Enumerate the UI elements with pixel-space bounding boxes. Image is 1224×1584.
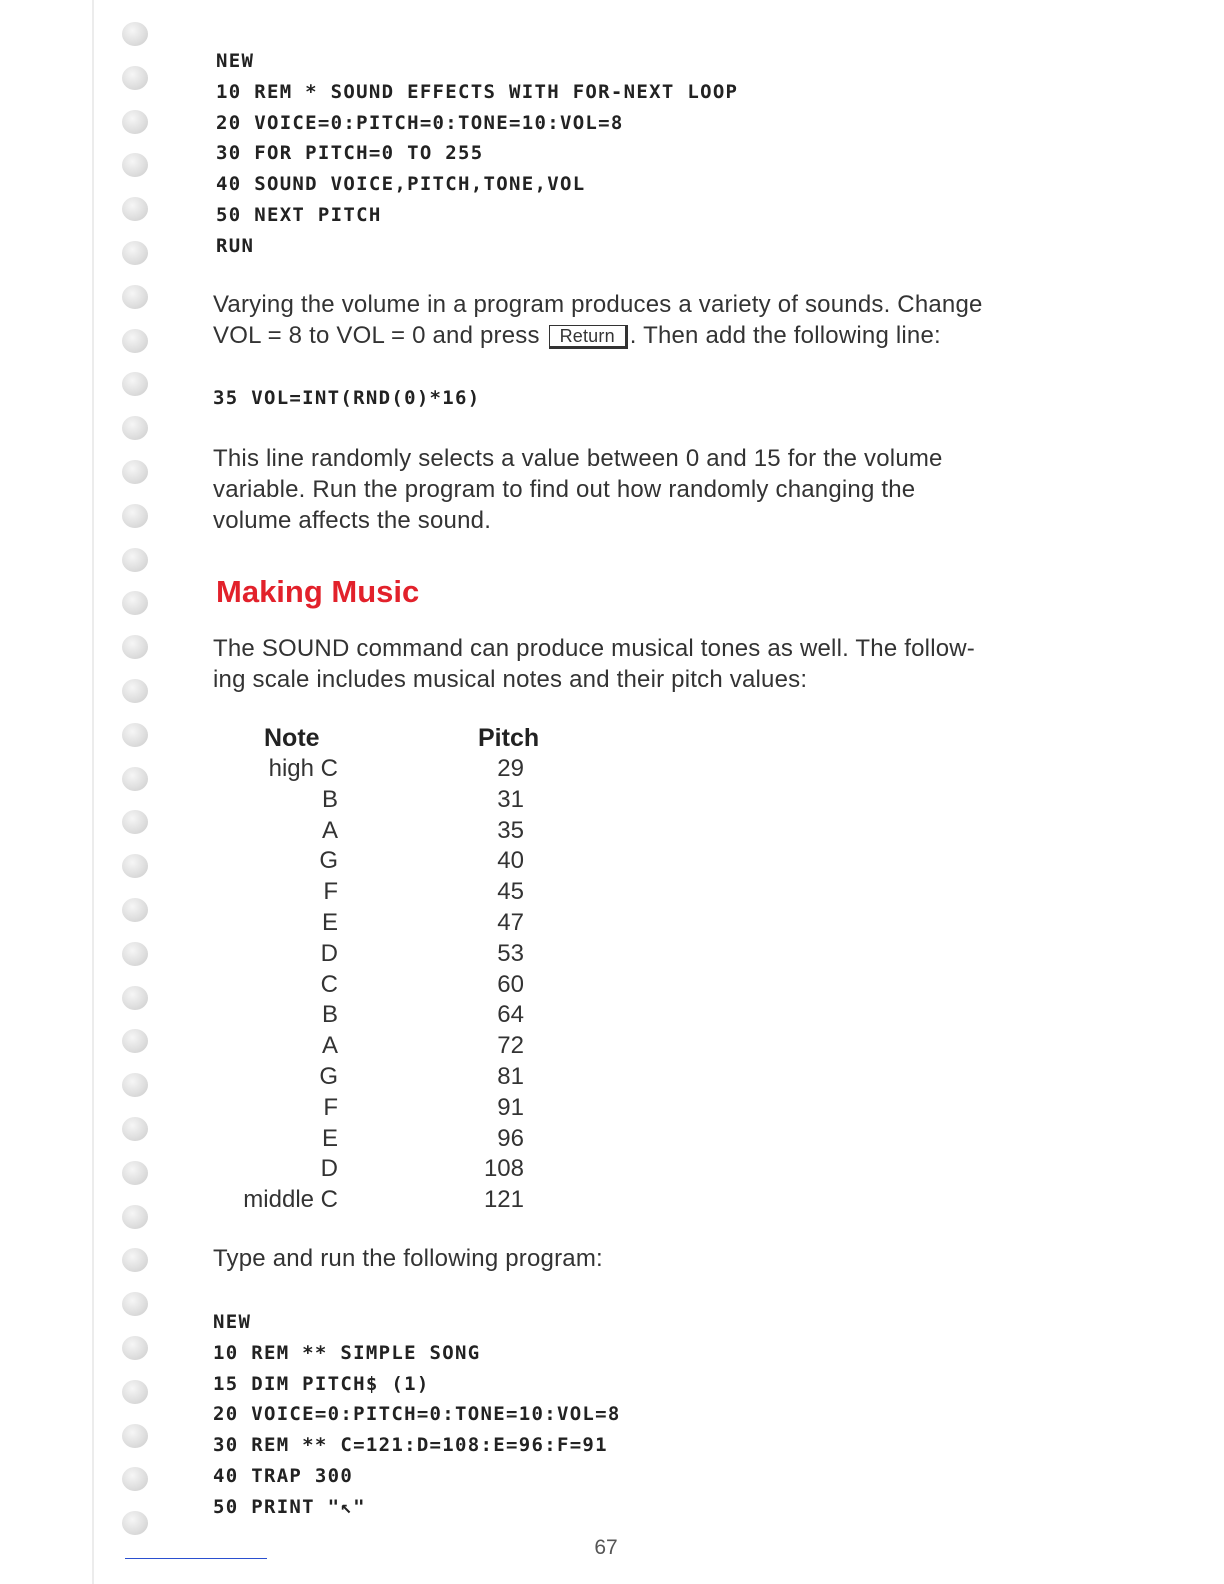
binder-hole	[122, 1029, 148, 1053]
binder-hole	[122, 460, 148, 484]
table-cell-note: E	[321, 1124, 338, 1152]
binder-hole	[122, 548, 148, 572]
binder-hole	[122, 591, 148, 615]
paragraph-line: ing scale includes musical notes and their pitch values:	[213, 666, 808, 693]
binder-hole	[122, 723, 148, 747]
paragraph-random	[213, 443, 943, 536]
table-cell-note: high C	[268, 755, 338, 782]
binder-hole	[122, 1248, 148, 1272]
table-header-note: Note	[264, 724, 320, 752]
code-line: 30 REM ** C=121:D=108:E=96:F=91	[213, 1434, 608, 1457]
table-cell-pitch: 64	[497, 1001, 524, 1029]
code-line: 50 PRINT "↖"	[213, 1495, 366, 1518]
pitch-column	[460, 754, 524, 1216]
table-cell-pitch: 29	[497, 755, 524, 782]
code-line: 30 FOR PITCH=0 TO 255	[216, 142, 484, 165]
binder-hole	[122, 810, 148, 834]
table-cell-note: B	[321, 1001, 338, 1029]
program-1-listing	[216, 46, 738, 262]
paragraph-line: This line randomly selects a value between 0 and 15 for the volume	[213, 445, 943, 472]
text-run: . Then add the following line:	[629, 322, 941, 349]
paragraph-line: variable. Run the program to find out how randomly changing the	[213, 476, 916, 503]
page-number: 67	[594, 1536, 618, 1559]
paragraph-line: The SOUND command can produce musical tones as well. The follow-	[213, 635, 976, 662]
text-run: VOL = 8 to VOL = 0 and press	[213, 322, 540, 349]
binder-hole	[122, 1424, 148, 1448]
binder-holes	[116, 0, 166, 1584]
table-cell-note: C	[320, 970, 338, 998]
binder-hole	[122, 1292, 148, 1316]
code-line-35	[213, 383, 481, 414]
binder-hole	[122, 329, 148, 353]
footer-rule	[125, 1558, 267, 1559]
binder-hole	[122, 635, 148, 659]
table-cell-pitch: 47	[497, 908, 524, 936]
binder-hole	[122, 372, 148, 396]
binder-hole	[122, 241, 148, 265]
table-cell-note: A	[321, 1032, 338, 1060]
table-cell-note: A	[321, 816, 338, 844]
section-heading: Making Music	[216, 574, 420, 609]
paragraph-type-run: Type and run the following program:	[213, 1245, 603, 1272]
paragraph-scale	[213, 633, 975, 695]
table-cell-pitch: 121	[483, 1186, 524, 1214]
table-cell-pitch: 45	[497, 878, 524, 906]
binder-hole	[122, 767, 148, 791]
binder-hole	[122, 1380, 148, 1404]
binder-hole	[122, 854, 148, 878]
paragraph-line: volume affects the sound.	[213, 507, 492, 534]
binder-hole	[122, 898, 148, 922]
table-cell-note: D	[320, 1155, 338, 1183]
table-cell-note: G	[319, 1062, 338, 1090]
return-key-icon: Return	[549, 325, 628, 349]
binder-hole	[122, 679, 148, 703]
binder-hole	[122, 942, 148, 966]
table-cell-note: G	[319, 847, 338, 875]
binder-hole	[122, 66, 148, 90]
binder-hole	[122, 986, 148, 1010]
binder-hole	[122, 1205, 148, 1229]
binder-hole	[122, 1336, 148, 1360]
table-header-pitch: Pitch	[478, 724, 540, 752]
code-line: 20 VOICE=0:PITCH=0:TONE=10:VOL=8	[216, 111, 624, 134]
table-cell-note: B	[321, 785, 338, 813]
code-line: 40 TRAP 300	[213, 1464, 354, 1487]
code-line: 15 DIM PITCH$ (1)	[213, 1372, 430, 1395]
table-cell-pitch: 96	[497, 1124, 524, 1152]
program-2-listing	[213, 1307, 621, 1523]
page-edge	[92, 0, 94, 1584]
table-cell-pitch: 72	[497, 1032, 524, 1060]
table-cell-pitch: 53	[497, 939, 524, 967]
table-cell-note: D	[320, 939, 338, 967]
code-line: NEW	[216, 50, 255, 72]
code-line: RUN	[216, 234, 255, 257]
binder-hole	[122, 153, 148, 177]
code-line: 35 VOL=INT(RND(0)*16)	[213, 387, 481, 409]
table-cell-pitch: 81	[497, 1062, 524, 1090]
code-line: 50 NEXT PITCH	[216, 203, 382, 226]
table-cell-pitch: 35	[497, 816, 524, 844]
binder-hole	[122, 1511, 148, 1535]
code-line: NEW	[213, 1311, 252, 1333]
paragraph-line: Varying the volume in a program produces a variety of sounds. Change	[213, 291, 983, 318]
table-cell-pitch: 60	[497, 970, 524, 998]
binder-hole	[122, 1161, 148, 1185]
binder-hole	[122, 197, 148, 221]
table-cell-pitch: 91	[497, 1093, 524, 1121]
paragraph-volume	[213, 289, 983, 351]
binder-hole	[122, 416, 148, 440]
table-cell-pitch: 31	[497, 785, 524, 813]
table-cell-pitch: 40	[497, 847, 524, 875]
binder-hole	[122, 1117, 148, 1141]
table-cell-pitch: 108	[483, 1155, 524, 1183]
code-line: 40 SOUND VOICE,PITCH,TONE,VOL	[216, 173, 586, 196]
table-cell-note: F	[323, 878, 338, 906]
binder-hole	[122, 110, 148, 134]
paragraph-line	[213, 320, 983, 351]
code-line: 10 REM ** SIMPLE SONG	[213, 1341, 481, 1364]
code-line: 20 VOICE=0:PITCH=0:TONE=10:VOL=8	[213, 1403, 621, 1426]
code-line: 10 REM * SOUND EFFECTS WITH FOR-NEXT LOOP	[216, 80, 739, 103]
note-column	[180, 754, 338, 1216]
binder-hole	[122, 22, 148, 46]
binder-hole	[122, 504, 148, 528]
binder-hole	[122, 1073, 148, 1097]
table-cell-note: E	[321, 908, 338, 936]
binder-hole	[122, 285, 148, 309]
table-cell-note: F	[323, 1093, 338, 1121]
binder-hole	[122, 1467, 148, 1491]
table-cell-note: middle C	[243, 1186, 338, 1214]
